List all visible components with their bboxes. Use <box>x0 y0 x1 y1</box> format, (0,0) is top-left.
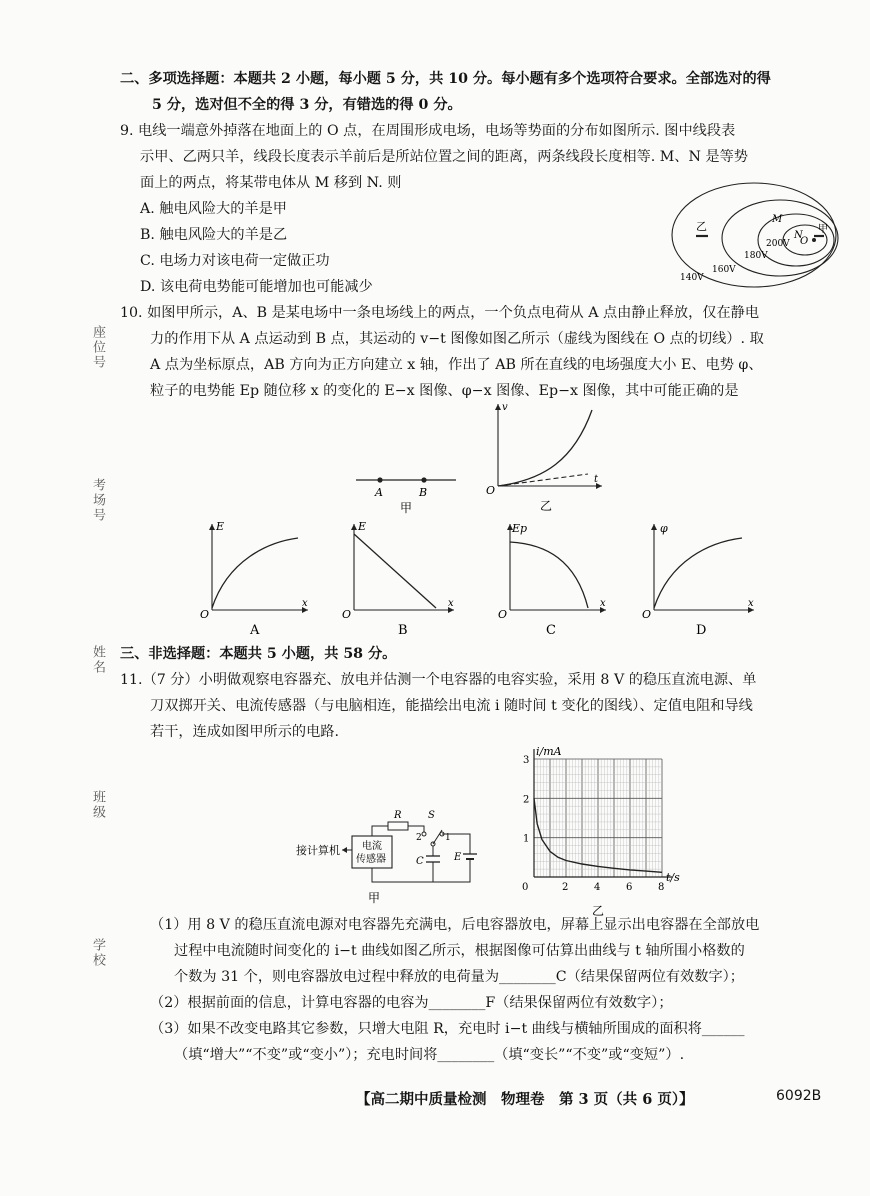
x-tick-label: 8 <box>658 882 665 893</box>
svg-text:x: x <box>748 598 754 609</box>
q11-stem-1: 11.（7 分）小明做观察电容器充、放电并估测一个电容器的电容实验，采用 8 V 的稳压直流电源、单 <box>120 672 757 688</box>
side-label-seat: 座位号 <box>90 325 105 370</box>
field-line-figure <box>352 468 462 518</box>
vt-graph <box>484 400 614 518</box>
svg-text:φ: φ <box>660 522 668 535</box>
x-tick-label: 0 <box>522 882 529 893</box>
q11-part3-b: （填“增大”“不变”或“变小”）；充电时间将________（填“变长”“不变”或“变短”）. <box>174 1047 685 1063</box>
label-o: O <box>800 236 809 247</box>
svg-text:v: v <box>502 402 508 413</box>
q11-part1-a: （1）用 8 V 的稳压直流电源对电容器先充满电，后电容器放电，屏幕上显示出电容器在全部放电 <box>150 917 760 933</box>
q9-stem-1: 9. 电线一端意外掉落在地面上的 O 点，在周围形成电场，电场等势面的分布如图所示. 图中线段表 <box>120 123 736 139</box>
current-time-chart <box>508 745 698 925</box>
svg-text:E: E <box>216 520 225 533</box>
svg-text:乙: 乙 <box>540 499 553 513</box>
q11-part3-a: （3）如果不改变电路其它参数，只增大电阻 R，充电时 i−t 曲线与横轴所围成的面积将______ <box>150 1021 745 1037</box>
graph-c-caption: C <box>546 623 556 638</box>
page-footer: 【高二期中质量检测 物理卷 第 3 页（共 6 页）】 <box>356 1091 694 1108</box>
label-m: M <box>772 214 783 225</box>
svg-text:1: 1 <box>445 833 451 843</box>
side-label-class: 班级 <box>90 790 105 820</box>
graph-a-caption: A <box>250 623 260 638</box>
svg-text:Ep: Ep <box>512 522 528 535</box>
q11-stem-2: 刀双掷开关、电流传感器（与电脑相连，能描绘出电流 i 随时间 t 变化的图线）、定值电阻和导线 <box>150 698 753 714</box>
x-tick-label: 2 <box>562 882 569 893</box>
side-label-name: 姓名 <box>90 645 105 675</box>
svg-text:C: C <box>416 856 424 867</box>
svg-text:B: B <box>419 486 428 499</box>
q10-stem-2: 力的作用下从 A 点运动到 B 点，其运动的 v−t 图像如图乙所示（虚线为图线在 O 点的切线）. 取 <box>150 331 764 347</box>
q9-option-d: D. 该电荷电势能可能增加也可能减少 <box>140 279 373 295</box>
svg-text:E: E <box>358 520 367 533</box>
svg-text:A: A <box>375 486 383 499</box>
svg-text:x: x <box>302 598 308 609</box>
q9-stem-2: 示甲、乙两只羊，线段长度表示羊前后是所站位置之间的距离，两条线段长度相等. M、N 是等势 <box>140 149 748 165</box>
q10-stem-4: 粒子的电势能 Ep 随位移 x 的变化的 E−x 图像、φ−x 图像、Ep−x 图像，其中可能正确的是 <box>150 383 739 399</box>
label-yi: 乙 <box>696 220 707 233</box>
graph-option-c <box>496 520 611 638</box>
chart-y-axis-label: i/mA <box>536 745 562 758</box>
q9-option-a: A. 触电风险大的羊是甲 <box>140 201 287 217</box>
y-tick-label: 1 <box>523 833 530 845</box>
svg-text:O: O <box>498 608 508 621</box>
label-200v: 200V <box>766 239 790 249</box>
svg-text:电流: 电流 <box>362 841 382 852</box>
svg-text:2: 2 <box>416 833 422 843</box>
svg-text:传感器: 传感器 <box>356 854 386 865</box>
q10-stem-1: 10. 如图甲所示，A、B 是某电场中一条电场线上的两点，一个负点电荷从 A 点由静止释放，仅在静电 <box>120 305 760 321</box>
section2-title-2: 5 分，选对但不全的得 3 分，有错选的得 0 分。 <box>152 97 462 113</box>
paper-code: 6092B <box>776 1088 822 1104</box>
svg-text:E: E <box>454 852 462 863</box>
section2-title-1: 二、多项选择题：本题共 2 小题，每小题 5 分，共 10 分。每小题有多个选项符合要求。全部选对的得 <box>120 71 771 87</box>
circuit-figure <box>296 808 506 908</box>
graph-option-b <box>340 520 460 638</box>
chart-x-axis-label: t/s <box>666 871 680 884</box>
svg-text:O: O <box>342 608 352 621</box>
svg-text:R: R <box>394 810 402 821</box>
x-tick-label: 4 <box>594 882 601 893</box>
q9-option-b: B. 触电风险大的羊是乙 <box>140 227 288 243</box>
side-label-room: 考场号 <box>90 478 105 523</box>
q11-part1-b: 过程中电流随时间变化的 i−t 曲线如图乙所示，根据图像可估算出曲线与 t 轴所围小格数的 <box>174 943 745 959</box>
label-180v: 180V <box>744 251 768 261</box>
graph-d-caption: D <box>696 623 707 638</box>
side-label-school: 学校 <box>90 938 105 968</box>
svg-text:O: O <box>200 608 210 621</box>
label-jia: 甲 <box>818 224 828 235</box>
graph-b-caption: B <box>398 623 408 638</box>
equipotential-figure <box>668 180 848 292</box>
q9-stem-3: 面上的两点，将某带电体从 M 移到 N. 则 <box>140 175 402 191</box>
x-tick-label: 6 <box>626 882 633 893</box>
svg-text:x: x <box>448 598 454 609</box>
svg-text:x: x <box>600 598 606 609</box>
circuit-computer-label: 接计算机 <box>296 844 340 857</box>
svg-text:O: O <box>486 484 496 497</box>
circuit-caption: 甲 <box>368 891 381 905</box>
y-tick-label: 3 <box>523 755 530 766</box>
y-tick-label: 2 <box>523 794 530 806</box>
label-160v: 160V <box>712 265 736 275</box>
svg-text:t: t <box>594 474 599 485</box>
label-140v: 140V <box>680 273 704 283</box>
section3-title: 三、非选择题：本题共 5 小题，共 58 分。 <box>120 646 397 662</box>
q10-stem-3: A 点为坐标原点，AB 方向为正方向建立 x 轴，作出了 AB 所在直线的电场强度大小 E、电势 φ、 <box>150 357 763 373</box>
svg-text:甲: 甲 <box>400 501 413 515</box>
svg-text:S: S <box>428 810 435 821</box>
graph-option-a <box>198 520 313 638</box>
q9-option-c: C. 电场力对该电荷一定做正功 <box>140 253 330 269</box>
svg-text:O: O <box>642 608 652 621</box>
q11-part1-c: 个数为 31 个，则电容器放电过程中释放的电荷量为________C（结果保留两位有效数字）； <box>174 969 744 985</box>
q11-stem-3: 若干，连成如图甲所示的电路. <box>150 724 339 740</box>
q11-part2: （2）根据前面的信息，计算电容器的电容为________F（结果保留两位有效数字）； <box>150 995 673 1011</box>
label-n: N <box>794 230 803 241</box>
chart-caption: 乙 <box>592 904 605 918</box>
graph-option-d <box>640 520 760 638</box>
